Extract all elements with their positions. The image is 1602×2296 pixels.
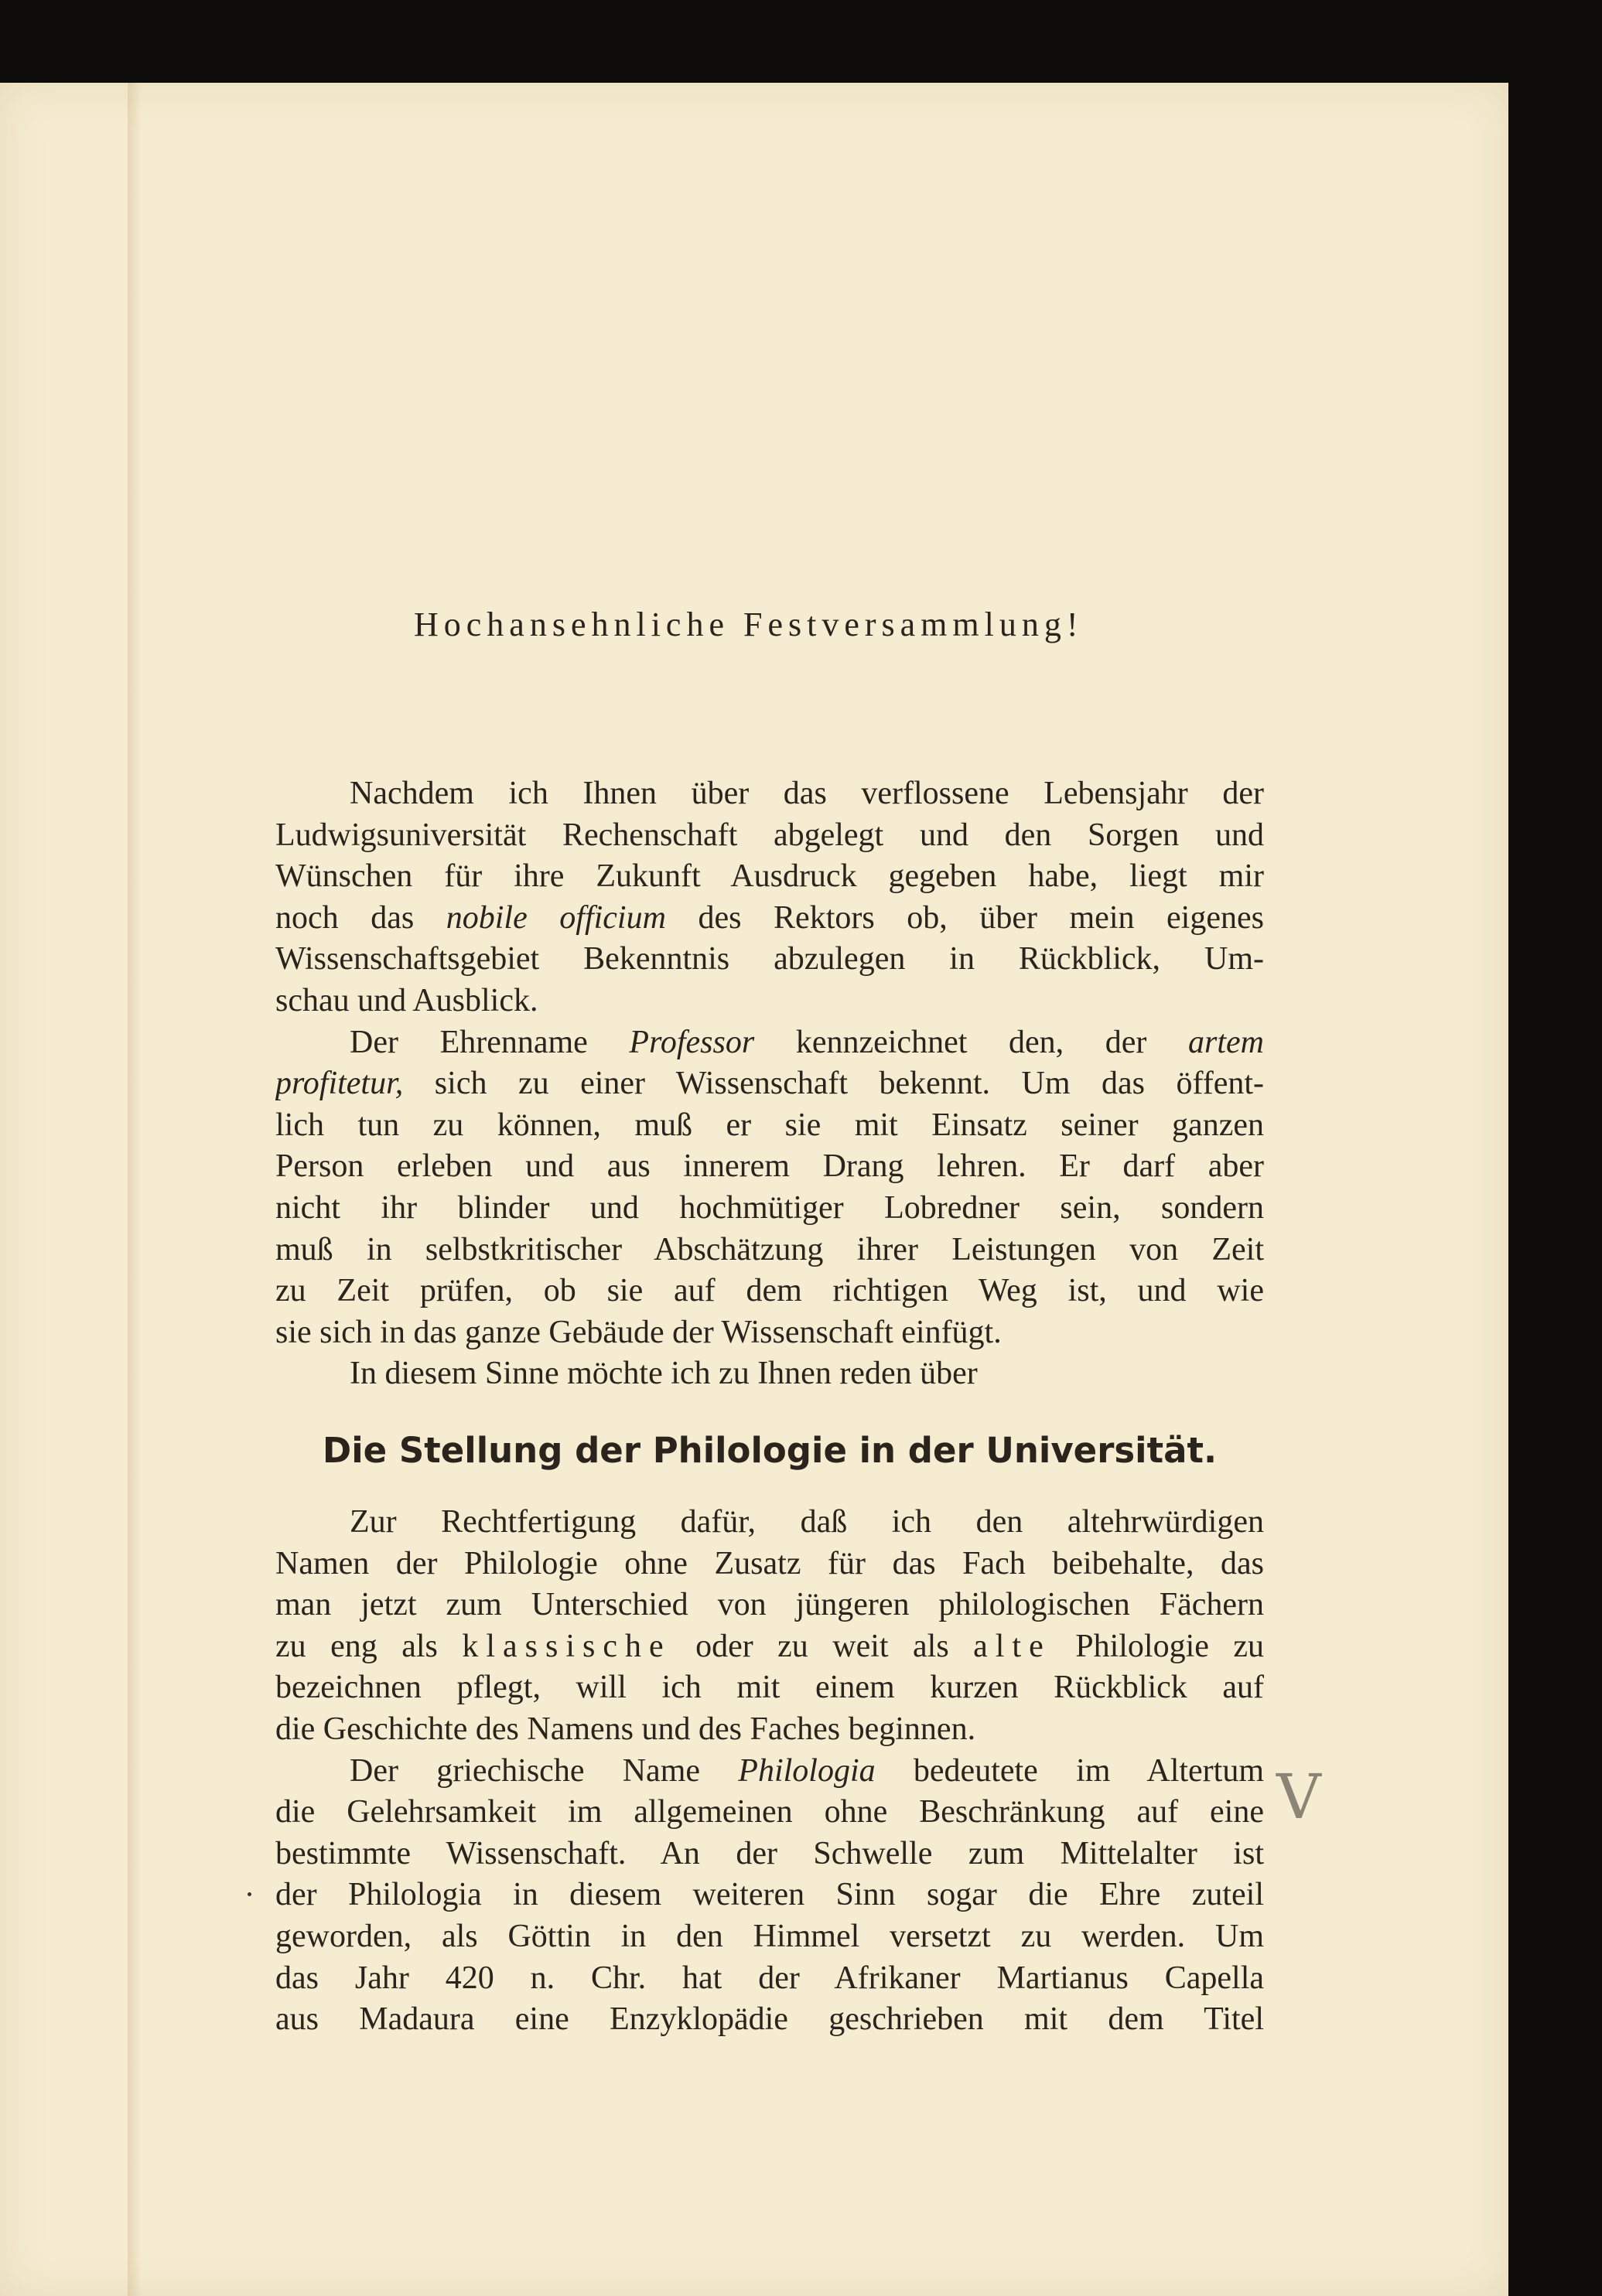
text-block-main xyxy=(275,1502,1264,2041)
text-line xyxy=(275,1958,1264,2000)
text-line xyxy=(275,1022,1264,1064)
text-line xyxy=(275,1999,1264,2041)
margin-dot xyxy=(248,1892,251,1896)
text-line xyxy=(275,1667,1264,1709)
text-line xyxy=(275,1792,1264,1834)
text-line xyxy=(275,898,1264,940)
text-line xyxy=(275,1626,1264,1668)
text-segment: lich tun zu können, muß er sie mit Einsatz seiner ganzen xyxy=(275,1107,1264,1143)
text-segment: sie sich in das ganze Gebäude der Wissenschaft einfügt. xyxy=(275,1314,1002,1350)
text-line xyxy=(275,1353,1264,1395)
text-segment: bezeichnen pflegt, will ich mit einem kurzen Rückblick auf xyxy=(275,1670,1264,1706)
text-segment: bestimmte Wissenschaft. An der Schwelle zum Mittelalter ist xyxy=(275,1835,1264,1871)
text-segment: Ludwigsuniversität Rechenschaft abgelegt und den Sorgen und xyxy=(275,817,1264,853)
spaced-text: klassische xyxy=(462,1628,671,1664)
text-segment: man jetzt zum Unterschied von jüngeren philologischen Fächern xyxy=(275,1587,1264,1623)
text-segment: Der griechische Name xyxy=(350,1752,739,1789)
text-segment: des Rektors ob, über mein eigenes xyxy=(665,899,1264,936)
text-segment: schau und Ausblick. xyxy=(275,982,538,1018)
text-line xyxy=(275,1751,1264,1793)
text-segment: muß in selbstkritischer Abschätzung ihrer Leistungen von Zeit xyxy=(275,1231,1264,1267)
text-line xyxy=(275,981,1264,1022)
text-segment: die Geschichte des Namens und des Faches beginnen. xyxy=(275,1711,976,1747)
text-line xyxy=(275,939,1264,981)
text-line xyxy=(275,1230,1264,1271)
text-segment: der Philologia in diesem weiteren Sinn sogar die Ehre zuteil xyxy=(275,1877,1264,1913)
text-line xyxy=(275,773,1264,815)
text-line xyxy=(275,1312,1264,1354)
text-line xyxy=(275,1585,1264,1626)
text-segment: zu Zeit prüfen, ob sie auf dem richtigen Weg ist, und wie xyxy=(275,1273,1264,1309)
text-segment: kennzeichnet den, der xyxy=(754,1024,1188,1060)
text-line xyxy=(275,1709,1264,1751)
text-segment: geworden, als Göttin in den Himmel versetzt zu werden. Um xyxy=(275,1918,1264,1954)
text-line xyxy=(275,1834,1264,1875)
text-line xyxy=(275,1875,1264,1916)
text-line xyxy=(275,1146,1264,1188)
text-line xyxy=(275,856,1264,898)
text-line xyxy=(275,1502,1264,1544)
text-block-intro xyxy=(275,773,1264,1395)
italic-text: artem xyxy=(1187,1024,1264,1060)
text-segment: noch das xyxy=(275,899,446,936)
text-segment: Namen der Philologie ohne Zusatz für das Fach beibehalte, das xyxy=(275,1545,1264,1581)
text-line xyxy=(275,1105,1264,1147)
text-segment: Zur Rechtfertigung dafür, daß ich den altehrwürdigen xyxy=(350,1504,1264,1540)
book-page xyxy=(0,83,1508,2296)
text-segment: die Gelehrsamkeit im allgemeinen ohne Beschränkung auf eine xyxy=(275,1794,1264,1830)
text-line xyxy=(275,815,1264,857)
text-line xyxy=(275,1271,1264,1312)
text-segment: bedeutete im Altertum xyxy=(875,1752,1264,1789)
spaced-text: alte xyxy=(973,1628,1051,1664)
page-gutter xyxy=(128,83,145,2296)
text-segment: oder zu weit als xyxy=(671,1628,974,1664)
salutation: Hochansehnliche Festversammlung! xyxy=(414,606,1084,643)
text-segment: Nachdem ich Ihnen über das verflossene Lebensjahr der xyxy=(350,776,1264,811)
text-segment: In diesem Sinne möchte ich zu Ihnen reden über xyxy=(350,1356,978,1392)
text-segment: Wünschen für ihre Zukunft Ausdruck gegeben habe, liegt mir xyxy=(275,858,1264,895)
italic-text: nobile officium xyxy=(446,899,666,936)
text-segment: Wissenschaftsgebiet Bekenntnis abzulegen in Rückblick, Um- xyxy=(275,941,1264,977)
text-segment: zu eng als xyxy=(275,1628,463,1664)
italic-text: profitetur, xyxy=(275,1066,404,1102)
text-segment: Philologie zu xyxy=(1050,1628,1264,1664)
italic-text: Professor xyxy=(629,1024,755,1060)
text-segment: aus Madaura eine Enzyklopädie geschrieben mit dem Titel xyxy=(275,2001,1264,2038)
text-line xyxy=(275,1544,1264,1585)
text-segment: Der Ehrenname xyxy=(350,1024,630,1060)
margin-pencil-mark: V xyxy=(1276,1761,1321,1833)
text-line xyxy=(275,1063,1264,1105)
text-line xyxy=(275,1916,1264,1958)
text-segment: Person erleben und aus innerem Drang lehren. Er darf aber xyxy=(275,1148,1264,1185)
italic-text: Philologia xyxy=(738,1752,876,1789)
text-line xyxy=(275,1188,1264,1230)
text-segment: nicht ihr blinder und hochmütiger Lobredner sein, sondern xyxy=(275,1189,1264,1226)
text-segment: das Jahr 420 n. Chr. hat der Afrikaner Martianus Capella xyxy=(275,1960,1264,1996)
section-heading: Die Stellung der Philologie in der Universität. xyxy=(322,1430,1218,1471)
text-segment: sich zu einer Wissenschaft bekennt. Um das öffent- xyxy=(403,1066,1264,1102)
